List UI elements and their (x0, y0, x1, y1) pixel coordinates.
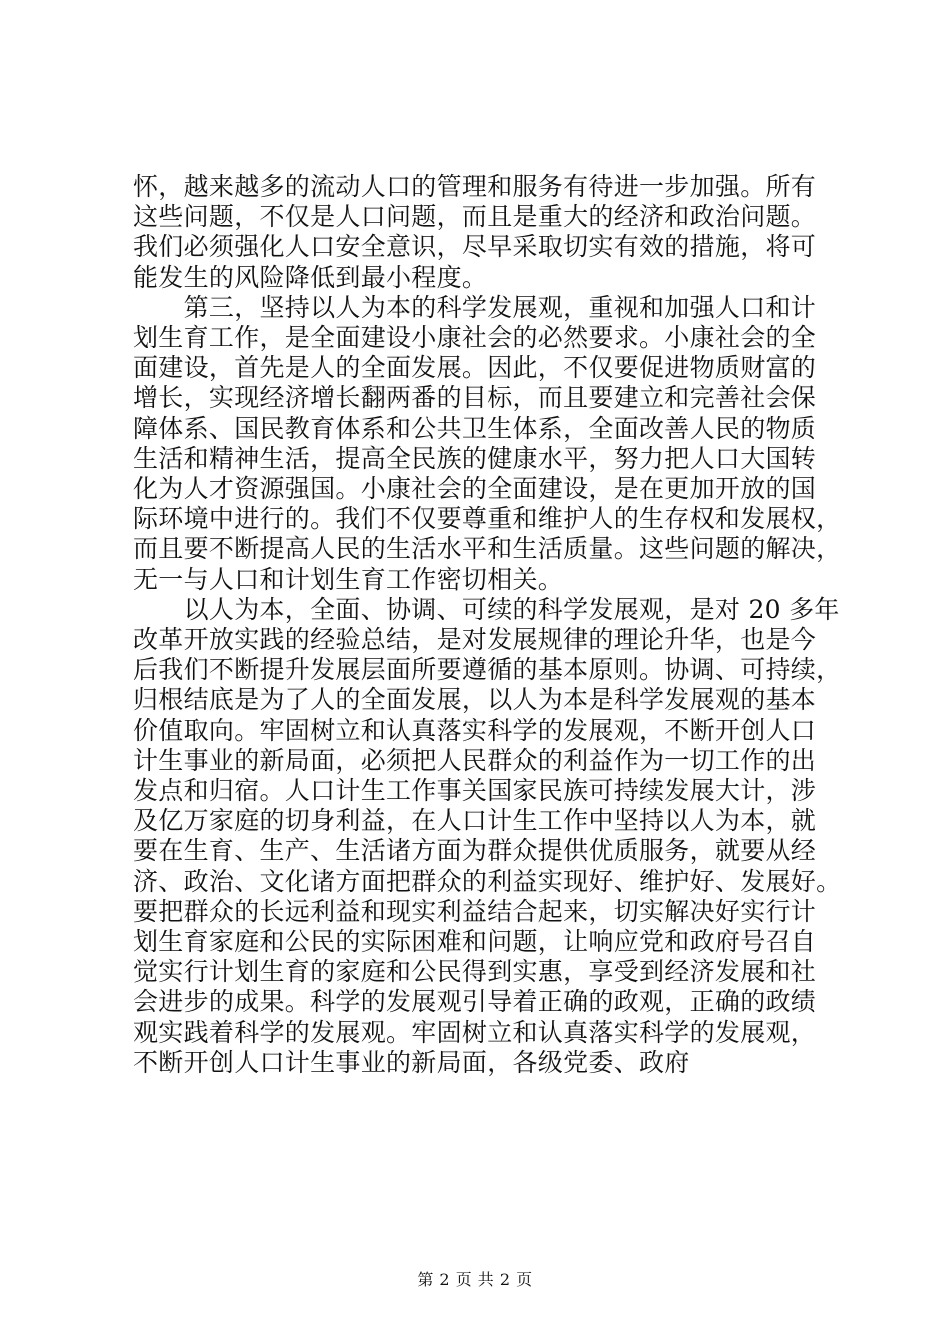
text-line: 改革开放实践的经验总结，是对发展规律的理论升华，也是今 (133, 625, 817, 655)
text-line: 无一与人口和计划生育工作密切相关。 (133, 564, 564, 594)
text-line: 际环境中进行的。我们不仅要尊重和维护人的生存权和发展权， (133, 504, 842, 534)
text-line: 怀，越来越多的流动人口的管理和服务有待进一步加强。所有 (133, 172, 817, 201)
text-line: 我们必须强化人口安全意识，尽早采取切实有效的措施，将可 (133, 232, 817, 262)
text-line: 划生育工作，是全面建设小康社会的必然要求。小康社会的全 (133, 323, 817, 353)
body-text (133, 172, 842, 1078)
text-line: 增长，实现经济增长翻两番的目标，而且要建立和完善社会保 (133, 383, 817, 413)
text-line: 能发生的风险降低到最小程度。 (133, 262, 488, 292)
text-line: 面建设，首先是人的全面发展。因此，不仅要促进物质财富的 (133, 353, 817, 383)
text-line: 济、政治、文化诸方面把群众的利益实现好、维护好、发展好。 (133, 866, 842, 896)
text-line: 划生育家庭和公民的实际困难和问题，让响应党和政府号召自 (133, 927, 817, 957)
text-line: 而且要不断提高人民的生活水平和生活质量。这些问题的解决， (133, 534, 842, 564)
text-line: 后我们不断提升发展层面所要遵循的基本原则。协调、可持续， (133, 655, 842, 685)
text-line: 化为人才资源强国。小康社会的全面建设，是在更加开放的国 (133, 474, 817, 504)
text-line: 要把群众的长远利益和现实利益结合起来，切实解决好实行计 (133, 896, 817, 926)
page-footer: 第 2 页 共 2 页 (417, 1270, 533, 1289)
text-line: 观实践着科学的发展观。牢固树立和认真落实科学的发展观， (133, 1017, 817, 1047)
text-line: 觉实行计划生育的家庭和公民得到实惠，享受到经济发展和社 (133, 957, 817, 987)
text-line: 以人为本，全面、协调、可续的科学发展观，是对 20 多年 (133, 594, 840, 624)
text-line: 会进步的成果。科学的发展观引导着正确的政观，正确的政绩 (133, 987, 817, 1017)
text-line: 发点和归宿。人口计生工作事关国家民族可持续发展大计，涉 (133, 776, 817, 806)
text-line: 归根结底是为了人的全面发展，以人为本是科学发展观的基本 (133, 685, 817, 715)
text-line: 障体系、国民教育体系和公共卫生体系，全面改善人民的物质 (133, 413, 817, 443)
text-line: 第三，坚持以人为本的科学发展观，重视和加强人口和计 (133, 292, 817, 322)
text-line: 要在生育、生产、生活诸方面为群众提供优质服务，就要从经 (133, 836, 817, 866)
text-line: 及亿万家庭的切身利益，在人口计生工作中坚持以人为本，就 (133, 806, 817, 836)
text-line: 这些问题，不仅是人口问题，而且是重大的经济和政治问题。 (133, 202, 817, 232)
text-line: 价值取向。牢固树立和认真落实科学的发展观，不断开创人口 (133, 715, 817, 745)
text-line: 计生事业的新局面，必须把人民群众的利益作为一切工作的出 (133, 745, 817, 775)
text-line: 不断开创人口计生事业的新局面，各级党委、政府 (133, 1047, 690, 1077)
text-line: 生活和精神生活，提高全民族的健康水平，努力把人口大国转 (133, 443, 817, 473)
